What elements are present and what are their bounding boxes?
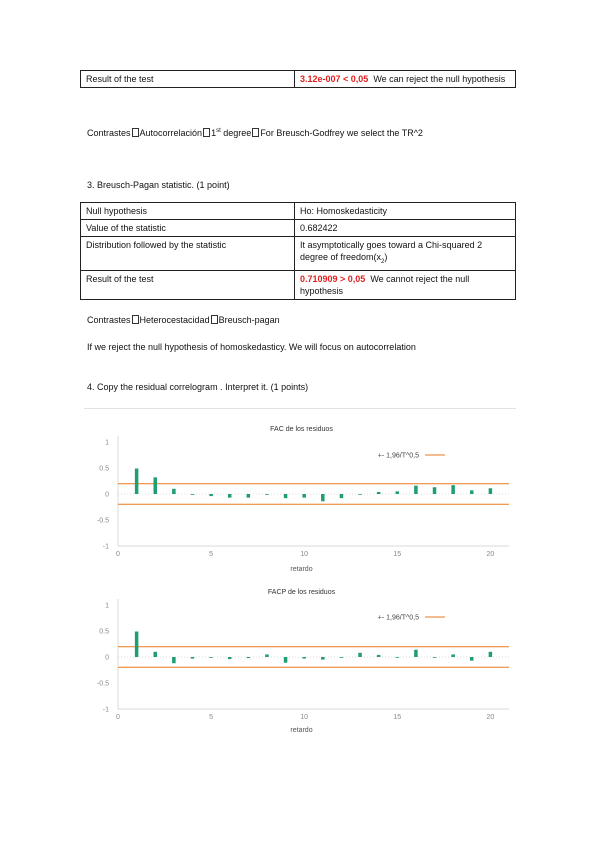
table-cell-value [295,237,516,271]
table-cell-label: Result of the test [81,71,295,88]
y-tick-label: 0 [105,491,109,499]
table-cell-label: Result of the test [81,270,295,299]
table-cell-value: Ho: Homoskedasticity [295,203,516,220]
x-tick-label: 20 [486,714,495,721]
table-row [81,71,516,88]
correlogram-bar [228,494,232,498]
arrow-box-icon [211,315,218,324]
menu-label: Heterocestacidad [139,315,210,325]
correlogram-bar [414,486,418,494]
acf-chart-container [84,408,516,579]
table-cell-label: Null hypothesis [81,203,295,220]
correlogram-bar [340,494,344,498]
correlogram-bar [340,657,344,658]
table-cell-label: Distribution followed by the statistic [81,237,295,271]
y-tick-label: 1 [105,439,109,447]
correlogram-bar [228,657,232,659]
chart-title: FAC de los residuos [270,426,333,433]
result-table-1 [80,70,516,88]
x-tick-label: 20 [486,551,495,558]
x-tick-label: 15 [393,551,402,558]
distribution-text: It asymptotically goes toward a Chi-squared 2 degree of freedom(x [300,240,483,262]
table-row [81,220,516,237]
correlogram-bar [265,654,269,657]
section-heading-3: 3. Breusch-Pagan statistic. (1 point) [87,180,230,190]
correlogram-bar [191,657,195,659]
correlogram-bar [451,485,455,494]
correlogram-bar [135,632,139,657]
correlogram-bar [414,650,418,657]
correlogram-bar [433,487,437,494]
correlogram-bar [302,657,306,659]
menu-label: For Breusch-Godfrey we select the TR^2 [260,128,423,138]
y-tick-label: 0.5 [99,628,109,636]
correlogram-bar [284,494,288,498]
menu-label: Contrastes [87,128,131,138]
correlogram-bar [247,657,251,658]
table-cell-value [295,270,516,299]
closing-paren: ) [384,252,388,262]
x-tick-label: 10 [300,714,309,721]
menu-label: Autocorrelación [139,128,203,138]
correlogram-bar [153,652,157,657]
x-tick-label: 10 [300,551,309,558]
correlogram-bar [377,492,381,494]
legend-label: +- 1,96/T^0,5 [377,452,419,460]
y-tick-label: 0.5 [99,465,109,473]
correlogram-bar [135,469,139,494]
table-cell-value [295,71,516,88]
table-cell-label: Value of the statistic [81,220,295,237]
y-tick-label: -1 [102,706,109,714]
correlogram-bar [489,488,493,494]
paragraph-reject: If we reject the null hypothesis of homoskedasticy. We will focus on autocorrelation [87,342,416,352]
table-row [81,270,516,299]
correlogram-bar [247,494,251,498]
x-tick-label: 0 [116,551,120,558]
y-tick-label: -1 [102,543,109,551]
correlogram-bar [396,657,400,658]
legend-label: +- 1,96/T^0,5 [377,614,419,622]
correlogram-bar [377,655,381,657]
correlogram-bar [302,494,306,498]
pacf-chart [84,580,516,740]
degree-number: 1 [211,128,217,138]
pacf-chart-container [84,580,516,740]
x-axis-label: retardo [290,566,313,573]
correlogram-bar [172,489,176,494]
correlogram-bar [321,657,325,660]
correlogram-bar [209,494,213,496]
x-axis-label: retardo [290,727,313,734]
chart-title: FACP de los residuos [267,589,336,596]
y-tick-label: -0.5 [96,517,109,525]
correlogram-bar [470,657,474,661]
correlogram-bar [265,494,269,495]
correlogram-bar [153,477,157,494]
y-tick-label: 1 [105,602,109,610]
correlogram-bar [451,654,455,657]
red-result: 3.12e-007 < 0,05 [300,74,369,84]
section-heading-4: 4. Copy the residual correlogram . Interpret it. (1 points) [87,382,309,392]
acf-chart [84,409,516,579]
correlogram-bar [209,657,213,658]
correlogram-bar [172,657,176,663]
subscript: 2 [381,258,385,265]
table-row [81,237,516,271]
correlogram-bar [321,494,325,501]
x-tick-label: 15 [393,714,402,721]
correlogram-bar [358,653,362,657]
arrow-box-icon [252,128,259,137]
x-tick-label: 5 [209,551,214,558]
table-row [81,203,516,220]
correlogram-bar [489,652,493,657]
red-result: 0.710909 > 0,05 [300,273,366,284]
menu-label: degree [223,128,252,138]
y-tick-label: -0.5 [96,680,109,688]
result-text: We can reject the null hypothesis [373,74,506,84]
correlogram-bar [433,657,437,658]
correlogram-bar [470,490,474,494]
breusch-pagan-table [80,202,516,300]
correlogram-bar [396,491,400,494]
y-tick-label: 0 [105,654,109,662]
contrastes-autocorrelation-line [87,128,423,138]
arrow-box-icon [203,128,210,137]
table-cell-value: 0.682422 [295,220,516,237]
menu-label: Contrastes [87,315,131,325]
correlogram-bar [358,494,362,495]
arrow-box-icon [132,315,139,324]
contrastes-heteroskedasticity-line [87,315,280,325]
correlogram-bar [191,494,195,495]
correlogram-bar [284,657,288,663]
result-text: We cannot reject the null hypothesis [300,273,470,296]
arrow-box-icon [132,128,139,137]
menu-label: Breusch-pagan [218,315,280,325]
x-tick-label: 5 [209,714,214,721]
degree-suffix: st [216,128,221,134]
x-tick-label: 0 [116,714,120,721]
